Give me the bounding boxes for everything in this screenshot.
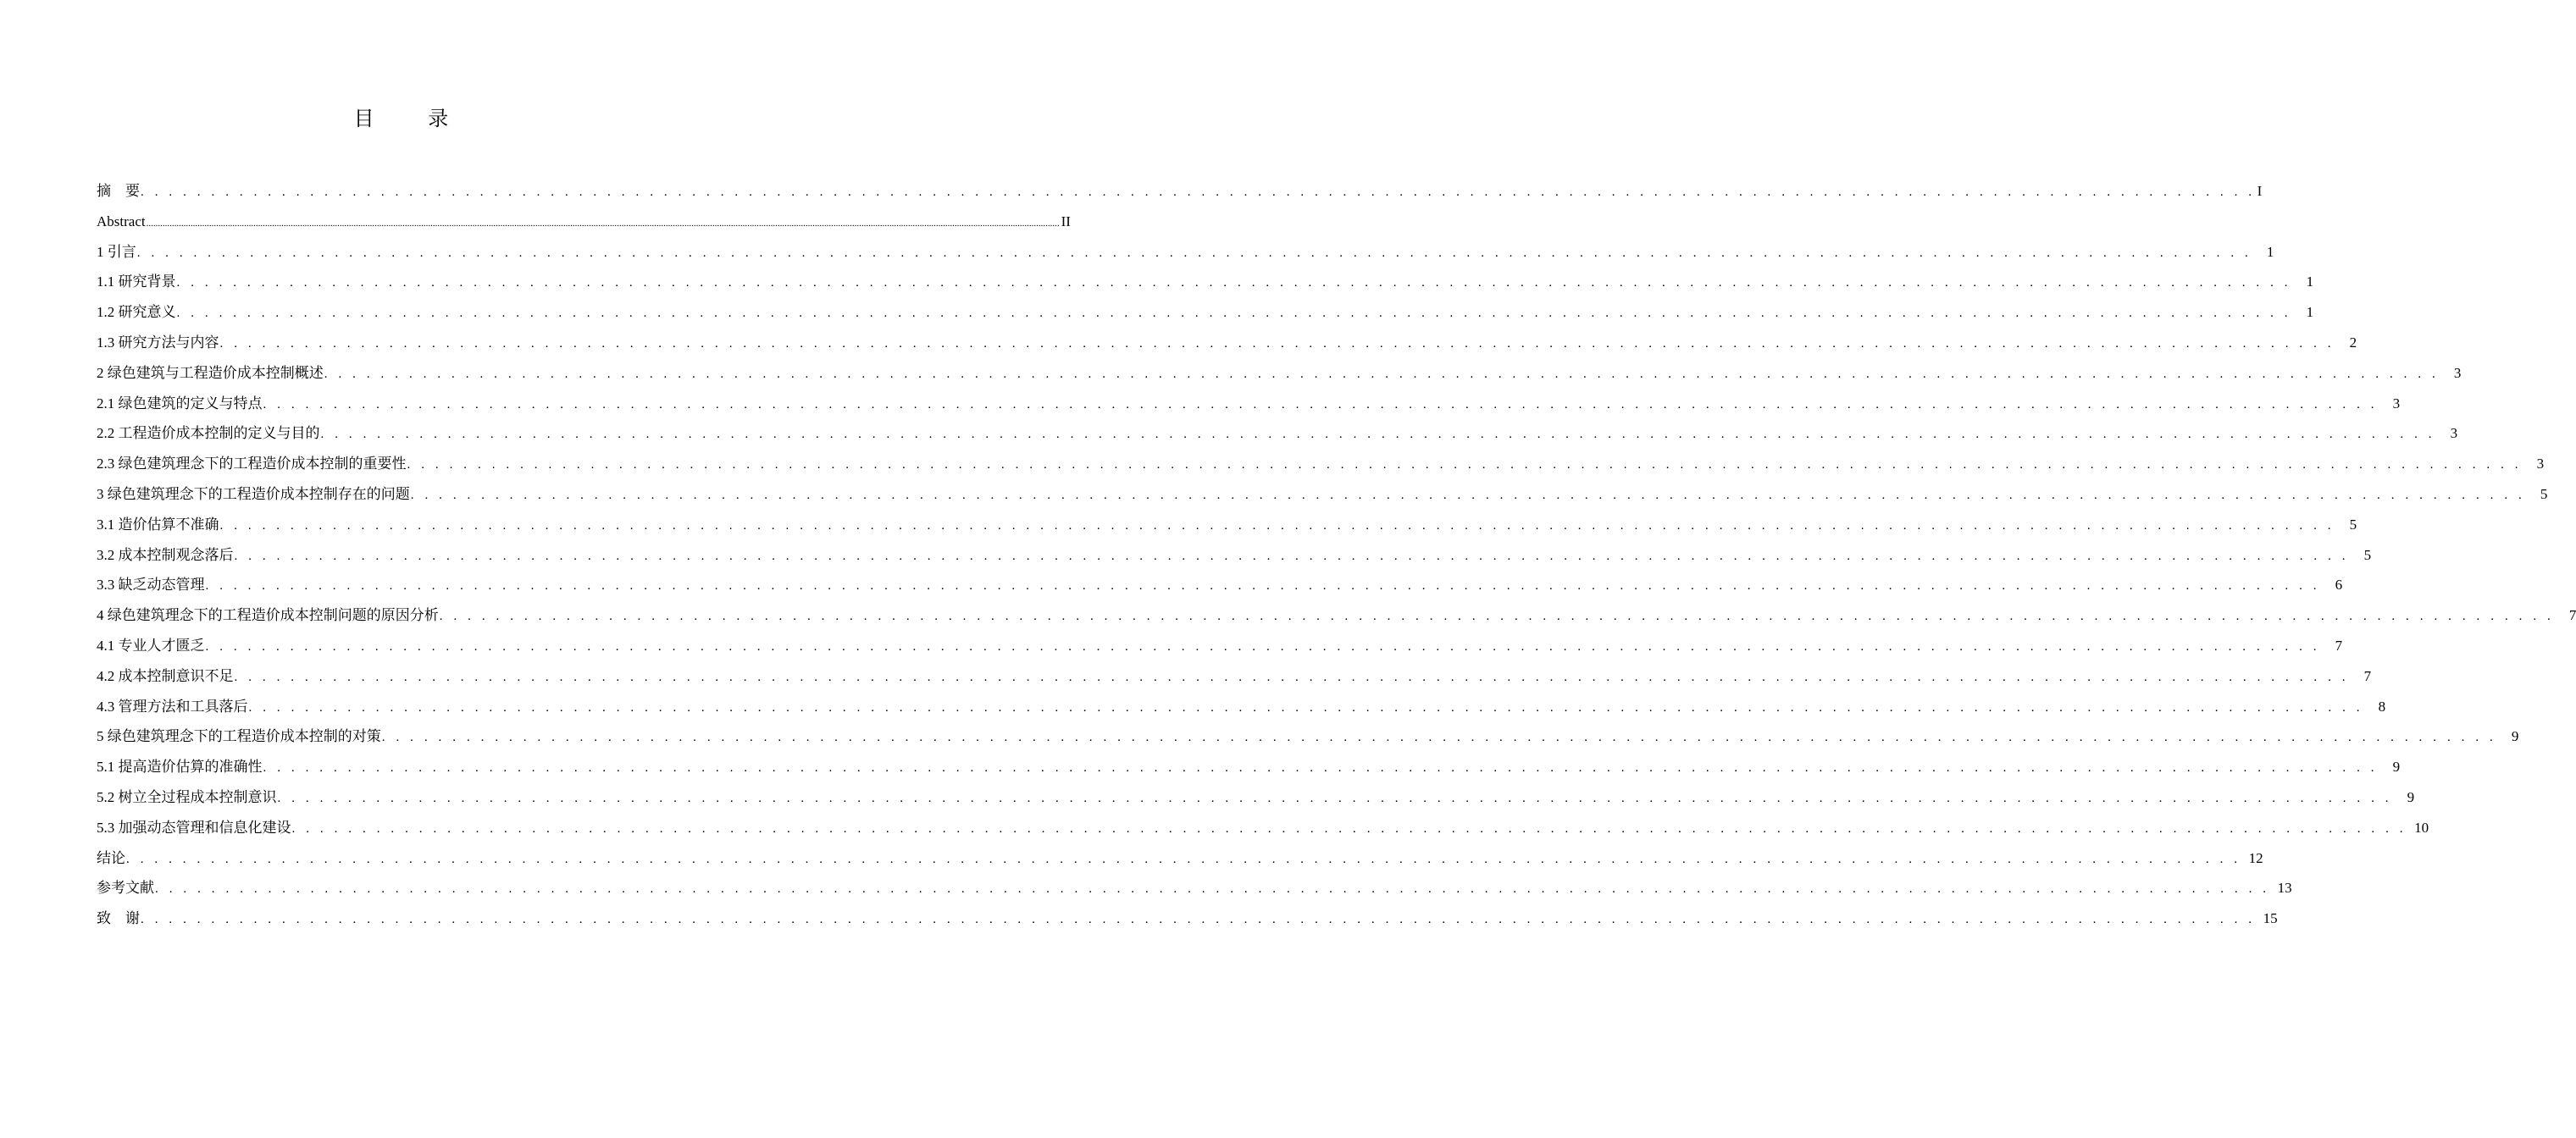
toc-entry-page: 7 — [2363, 667, 2372, 684]
toc-entry-5-3[interactable] — [97, 813, 2429, 843]
toc-entry-page: 5 — [2540, 485, 2548, 502]
toc-entry-3-3[interactable] — [97, 570, 2343, 600]
toc-entry-label: 结论 — [97, 849, 125, 866]
toc-leader-dots: . . . . . . . . . . . . . . . . . . . . . . . . . . . . . . . . . . . . . . . . . . . . . . . . . . . . . . . . . . . . . . . . . . . . . . . . . . . . . . . . . . . . . . . . . . . . . . . . . . . . . . . . . . . . . . . . . . . . . . . . . . . . . . . . . . . . . . . . . . . . . . . . . . . . . . — [324, 367, 2440, 381]
toc-entry-page: 3 — [2450, 425, 2458, 442]
toc-entry-5-1[interactable] — [97, 752, 2401, 782]
toc-entry-page: 3 — [2392, 395, 2401, 412]
toc-entry-label: 2 绿色建筑与工程造价成本控制概述 — [97, 364, 324, 381]
toc-entry-page: 7 — [2335, 637, 2343, 654]
toc-entry-3-2[interactable] — [97, 540, 2372, 571]
toc-entry-page: II — [1061, 213, 1071, 229]
toc-entry-page: 3 — [2453, 364, 2462, 381]
toc-entry-label: 1.3 研究方法与内容 — [97, 334, 219, 351]
toc-entry-2[interactable] — [97, 358, 2462, 389]
toc-entry-page: 15 — [2263, 910, 2278, 927]
toc-leader-dots: . . . . . . . . . . . . . . . . . . . . . . . . . . . . . . . . . . . . . . . . . . . . . . . . . . . . . . . . . . . . . . . . . . . . . . . . . . . . . . . . . . . . . . . . . . . . . . . . . . . . . . . . . . . . . . . . . . . . . . . . . . . . . . . . . . . . . . . . . . . . . . . . . . . . . . — [263, 761, 2379, 776]
toc-leader-dots: . . . . . . . . . . . . . . . . . . . . . . . . . . . . . . . . . . . . . . . . . . . . . . . . . . . . . . . . . . . . . . . . . . . . . . . . . . . . . . . . . . . . . . . . . . . . . . . . . . . . . . . . . . . . . . . . . . . . . . . . . . . . . . . . . . . . . . . . . . . . . . . . . . . . . . — [234, 670, 2350, 684]
toc-entry-acknowledgements[interactable] — [97, 903, 2278, 934]
toc-entry-3[interactable] — [97, 479, 2548, 510]
toc-leader-dots: ........................................................................................................................................................................................................................................................................................................................................................................................................ — [146, 218, 1060, 229]
toc-leader-dots: . . . . . . . . . . . . . . . . . . . . . . . . . . . . . . . . . . . . . . . . . . . . . . . . . . . . . . . . . . . . . . . . . . . . . . . . . . . . . . . . . . . . . . . . . . . . . . . . . . . . . . . . . . . . . . . . . . . . . . . . . . . . . . . . . . . . . . . . . . . . . . . . . . . . . . — [219, 336, 2335, 351]
toc-entry-page: 1 — [2306, 304, 2314, 321]
toc-entry-label: 致 谢 — [97, 910, 140, 927]
toc-entry-conclusion[interactable] — [97, 843, 2263, 874]
toc-entry-abstract-en[interactable] — [97, 207, 1071, 237]
toc-entry-label: 2.1 绿色建筑的定义与特点 — [97, 395, 263, 412]
toc-leader-dots: . . . . . . . . . . . . . . . . . . . . . . . . . . . . . . . . . . . . . . . . . . . . . . . . . . . . . . . . . . . . . . . . . . . . . . . . . . . . . . . . . . . . . . . . . . . . . . . . . . . . . . . . . . . . . . . . . . . . . . . . . . . . . . . . . . . . . . . . . . . . . . . . . . . . . . — [136, 246, 2252, 260]
toc-entry-4-2[interactable] — [97, 661, 2372, 692]
toc-entry-5-2[interactable] — [97, 782, 2415, 813]
toc-entry-label: 5.1 提高造价估算的准确性 — [97, 759, 263, 776]
toc-entry-page: 5 — [2349, 516, 2357, 533]
table-of-contents — [97, 176, 2576, 934]
toc-entry-label: 3 绿色建筑理念下的工程造价成本控制存在的问题 — [97, 485, 410, 502]
toc-entry-page: I — [2257, 183, 2263, 199]
toc-leader-dots: . . . . . . . . . . . . . . . . . . . . . . . . . . . . . . . . . . . . . . . . . . . . . . . . . . . . . . . . . . . . . . . . . . . . . . . . . . . . . . . . . . . . . . . . . . . . . . . . . . . . . . . . . . . . . . . . . . . . . . . . . . . . . . . . . . . . . . . . . . . . . . . . . . . . . . — [234, 549, 2350, 563]
toc-leader-dots: . . . . . . . . . . . . . . . . . . . . . . . . . . . . . . . . . . . . . . . . . . . . . . . . . . . . . . . . . . . . . . . . . . . . . . . . . . . . . . . . . . . . . . . . . . . . . . . . . . . . . . . . . . . . . . . . . . . . . . . . . . . . . . . . . . . . . . . . . . . . . . . . . . . . . . — [205, 579, 2321, 594]
toc-entry-4[interactable] — [97, 600, 2576, 631]
toc-entry-label: 3.2 成本控制观念落后 — [97, 546, 234, 563]
toc-entry-label: 4 绿色建筑理念下的工程造价成本控制问题的原因分析 — [97, 607, 439, 624]
toc-entry-label: 4.2 成本控制意识不足 — [97, 667, 234, 684]
toc-entry-page: 6 — [2335, 577, 2343, 594]
toc-entry-label: 2.2 工程造价成本控制的定义与目的 — [97, 425, 320, 442]
toc-leader-dots: . . . . . . . . . . . . . . . . . . . . . . . . . . . . . . . . . . . . . . . . . . . . . . . . . . . . . . . . . . . . . . . . . . . . . . . . . . . . . . . . . . . . . . . . . . . . . . . . . . . . . . . . . . . . . . . . . . . . . . . . . . . . . . . . . . . . . . . . . . . . . . . . . . . . . . — [176, 276, 2292, 290]
toc-entry-page: 13 — [2277, 880, 2292, 897]
toc-entry-label: 5 绿色建筑理念下的工程造价成本控制的对策 — [97, 728, 381, 745]
toc-entry-references[interactable] — [97, 873, 2292, 903]
toc-entry-page: 5 — [2363, 546, 2372, 563]
toc-leader-dots: . . . . . . . . . . . . . . . . . . . . . . . . . . . . . . . . . . . . . . . . . . . . . . . . . . . . . . . . . . . . . . . . . . . . . . . . . . . . . . . . . . . . . . . . . . . . . . . . . . . . . . . . . . . . . . . . . . . . . . . . . . . . . . . . . . . . . . . . . . . . . . . . . . . . . . — [155, 882, 2270, 897]
toc-title: 目 录 — [353, 107, 473, 130]
toc-entry-label: 2.3 绿色建筑理念下的工程造价成本控制的重要性 — [97, 456, 407, 472]
toc-leader-dots: . . . . . . . . . . . . . . . . . . . . . . . . . . . . . . . . . . . . . . . . . . . . . . . . . . . . . . . . . . . . . . . . . . . . . . . . . . . . . . . . . . . . . . . . . . . . . . . . . . . . . . . . . . . . . . . . . . . . . . . . . . . . . . . . . . . . . . . . . . . . . . . . . . . . . . — [407, 458, 2523, 472]
toc-entry-page: 12 — [2248, 849, 2263, 866]
toc-entry-2-1[interactable] — [97, 389, 2401, 419]
toc-entry-label: 3.1 造价估算不准确 — [97, 516, 219, 533]
toc-leader-dots: . . . . . . . . . . . . . . . . . . . . . . . . . . . . . . . . . . . . . . . . . . . . . . . . . . . . . . . . . . . . . . . . . . . . . . . . . . . . . . . . . . . . . . . . . . . . . . . . . . . . . . . . . . . . . . . . . . . . . . . . . . . . . . . . . . . . . . . . . . . . . . . . . . . . . . — [141, 913, 2256, 927]
toc-entry-page: 7 — [2568, 607, 2576, 624]
toc-leader-dots: . . . . . . . . . . . . . . . . . . . . . . . . . . . . . . . . . . . . . . . . . . . . . . . . . . . . . . . . . . . . . . . . . . . . . . . . . . . . . . . . . . . . . . . . . . . . . . . . . . . . . . . . . . . . . . . . . . . . . . . . . . . . . . . . . . . . . . . . . . . . . . . . . . . . . . — [263, 397, 2379, 412]
toc-leader-dots: . . . . . . . . . . . . . . . . . . . . . . . . . . . . . . . . . . . . . . . . . . . . . . . . . . . . . . . . . . . . . . . . . . . . . . . . . . . . . . . . . . . . . . . . . . . . . . . . . . . . . . . . . . . . . . . . . . . . . . . . . . . . . . . . . . . . . . . . . . . . . . . . . . . . . . — [439, 610, 2555, 624]
toc-leader-dots: . . . . . . . . . . . . . . . . . . . . . . . . . . . . . . . . . . . . . . . . . . . . . . . . . . . . . . . . . . . . . . . . . . . . . . . . . . . . . . . . . . . . . . . . . . . . . . . . . . . . . . . . . . . . . . . . . . . . . . . . . . . . . . . . . . . . . . . . . . . . . . . . . . . . . . — [291, 821, 2407, 836]
toc-entry-page: 9 — [2407, 788, 2415, 805]
toc-entry-abstract-cn[interactable] — [97, 176, 2263, 207]
toc-leader-dots: . . . . . . . . . . . . . . . . . . . . . . . . . . . . . . . . . . . . . . . . . . . . . . . . . . . . . . . . . . . . . . . . . . . . . . . . . . . . . . . . . . . . . . . . . . . . . . . . . . . . . . . . . . . . . . . . . . . . . . . . . . . . . . . . . . . . . . . . . . . . . . . . . . . . . . — [141, 185, 2256, 199]
toc-entry-page: 1 — [2266, 243, 2274, 260]
toc-entry-label: 3.3 缺乏动态管理 — [97, 577, 205, 594]
toc-entry-4-1[interactable] — [97, 631, 2343, 661]
toc-entry-page: 9 — [2392, 759, 2401, 776]
toc-entry-4-3[interactable] — [97, 692, 2386, 722]
toc-entry-1-2[interactable] — [97, 297, 2314, 328]
toc-entry-label: 1.1 研究背景 — [97, 273, 176, 290]
toc-entry-label: 参考文献 — [97, 880, 154, 897]
toc-entry-label: 1.2 研究意义 — [97, 304, 176, 321]
toc-entry-1[interactable] — [97, 237, 2274, 268]
toc-leader-dots: . . . . . . . . . . . . . . . . . . . . . . . . . . . . . . . . . . . . . . . . . . . . . . . . . . . . . . . . . . . . . . . . . . . . . . . . . . . . . . . . . . . . . . . . . . . . . . . . . . . . . . . . . . . . . . . . . . . . . . . . . . . . . . . . . . . . . . . . . . . . . . . . . . . . . . — [248, 700, 2364, 715]
toc-leader-dots: . . . . . . . . . . . . . . . . . . . . . . . . . . . . . . . . . . . . . . . . . . . . . . . . . . . . . . . . . . . . . . . . . . . . . . . . . . . . . . . . . . . . . . . . . . . . . . . . . . . . . . . . . . . . . . . . . . . . . . . . . . . . . . . . . . . . . . . . . . . . . . . . . . . . . . — [277, 791, 2393, 805]
toc-leader-dots: . . . . . . . . . . . . . . . . . . . . . . . . . . . . . . . . . . . . . . . . . . . . . . . . . . . . . . . . . . . . . . . . . . . . . . . . . . . . . . . . . . . . . . . . . . . . . . . . . . . . . . . . . . . . . . . . . . . . . . . . . . . . . . . . . . . . . . . . . . . . . . . . . . . . . . — [320, 428, 2436, 442]
toc-entry-2-3[interactable] — [97, 449, 2545, 479]
toc-leader-dots: . . . . . . . . . . . . . . . . . . . . . . . . . . . . . . . . . . . . . . . . . . . . . . . . . . . . . . . . . . . . . . . . . . . . . . . . . . . . . . . . . . . . . . . . . . . . . . . . . . . . . . . . . . . . . . . . . . . . . . . . . . . . . . . . . . . . . . . . . . . . . . . . . . . . . . — [176, 307, 2292, 321]
toc-entry-page: 2 — [2349, 334, 2357, 351]
toc-entry-1-1[interactable] — [97, 267, 2314, 297]
toc-entry-label: 4.1 专业人才匮乏 — [97, 637, 205, 654]
toc-entry-label: 1 引言 — [97, 243, 136, 260]
toc-entry-page: 9 — [2511, 728, 2519, 745]
toc-leader-dots: . . . . . . . . . . . . . . . . . . . . . . . . . . . . . . . . . . . . . . . . . . . . . . . . . . . . . . . . . . . . . . . . . . . . . . . . . . . . . . . . . . . . . . . . . . . . . . . . . . . . . . . . . . . . . . . . . . . . . . . . . . . . . . . . . . . . . . . . . . . . . . . . . . . . . . — [205, 639, 2321, 654]
toc-entry-label: Abstract — [97, 213, 146, 229]
toc-leader-dots: . . . . . . . . . . . . . . . . . . . . . . . . . . . . . . . . . . . . . . . . . . . . . . . . . . . . . . . . . . . . . . . . . . . . . . . . . . . . . . . . . . . . . . . . . . . . . . . . . . . . . . . . . . . . . . . . . . . . . . . . . . . . . . . . . . . . . . . . . . . . . . . . . . . . . . — [126, 852, 2241, 866]
toc-entry-1-3[interactable] — [97, 328, 2357, 358]
toc-entry-page: 1 — [2306, 273, 2314, 290]
toc-entry-label: 5.3 加强动态管理和信息化建设 — [97, 819, 291, 836]
toc-entry-page: 8 — [2378, 698, 2386, 715]
toc-entry-label: 5.2 树立全过程成本控制意识 — [97, 788, 277, 805]
toc-entry-page: 3 — [2536, 456, 2545, 472]
toc-entry-label: 摘 要 — [97, 183, 140, 199]
toc-leader-dots: . . . . . . . . . . . . . . . . . . . . . . . . . . . . . . . . . . . . . . . . . . . . . . . . . . . . . . . . . . . . . . . . . . . . . . . . . . . . . . . . . . . . . . . . . . . . . . . . . . . . . . . . . . . . . . . . . . . . . . . . . . . . . . . . . . . . . . . . . . . . . . . . . . . . . . — [219, 518, 2335, 533]
toc-entry-page: 10 — [2414, 819, 2429, 836]
toc-entry-label: 4.3 管理方法和工具落后 — [97, 698, 248, 715]
toc-leader-dots: . . . . . . . . . . . . . . . . . . . . . . . . . . . . . . . . . . . . . . . . . . . . . . . . . . . . . . . . . . . . . . . . . . . . . . . . . . . . . . . . . . . . . . . . . . . . . . . . . . . . . . . . . . . . . . . . . . . . . . . . . . . . . . . . . . . . . . . . . . . . . . . . . . . . . . — [381, 731, 2497, 745]
toc-entry-5[interactable] — [97, 721, 2519, 752]
toc-entry-2-2[interactable] — [97, 418, 2458, 449]
toc-leader-dots: . . . . . . . . . . . . . . . . . . . . . . . . . . . . . . . . . . . . . . . . . . . . . . . . . . . . . . . . . . . . . . . . . . . . . . . . . . . . . . . . . . . . . . . . . . . . . . . . . . . . . . . . . . . . . . . . . . . . . . . . . . . . . . . . . . . . . . . . . . . . . . . . . . . . . . — [410, 488, 2526, 502]
toc-entry-3-1[interactable] — [97, 510, 2357, 540]
